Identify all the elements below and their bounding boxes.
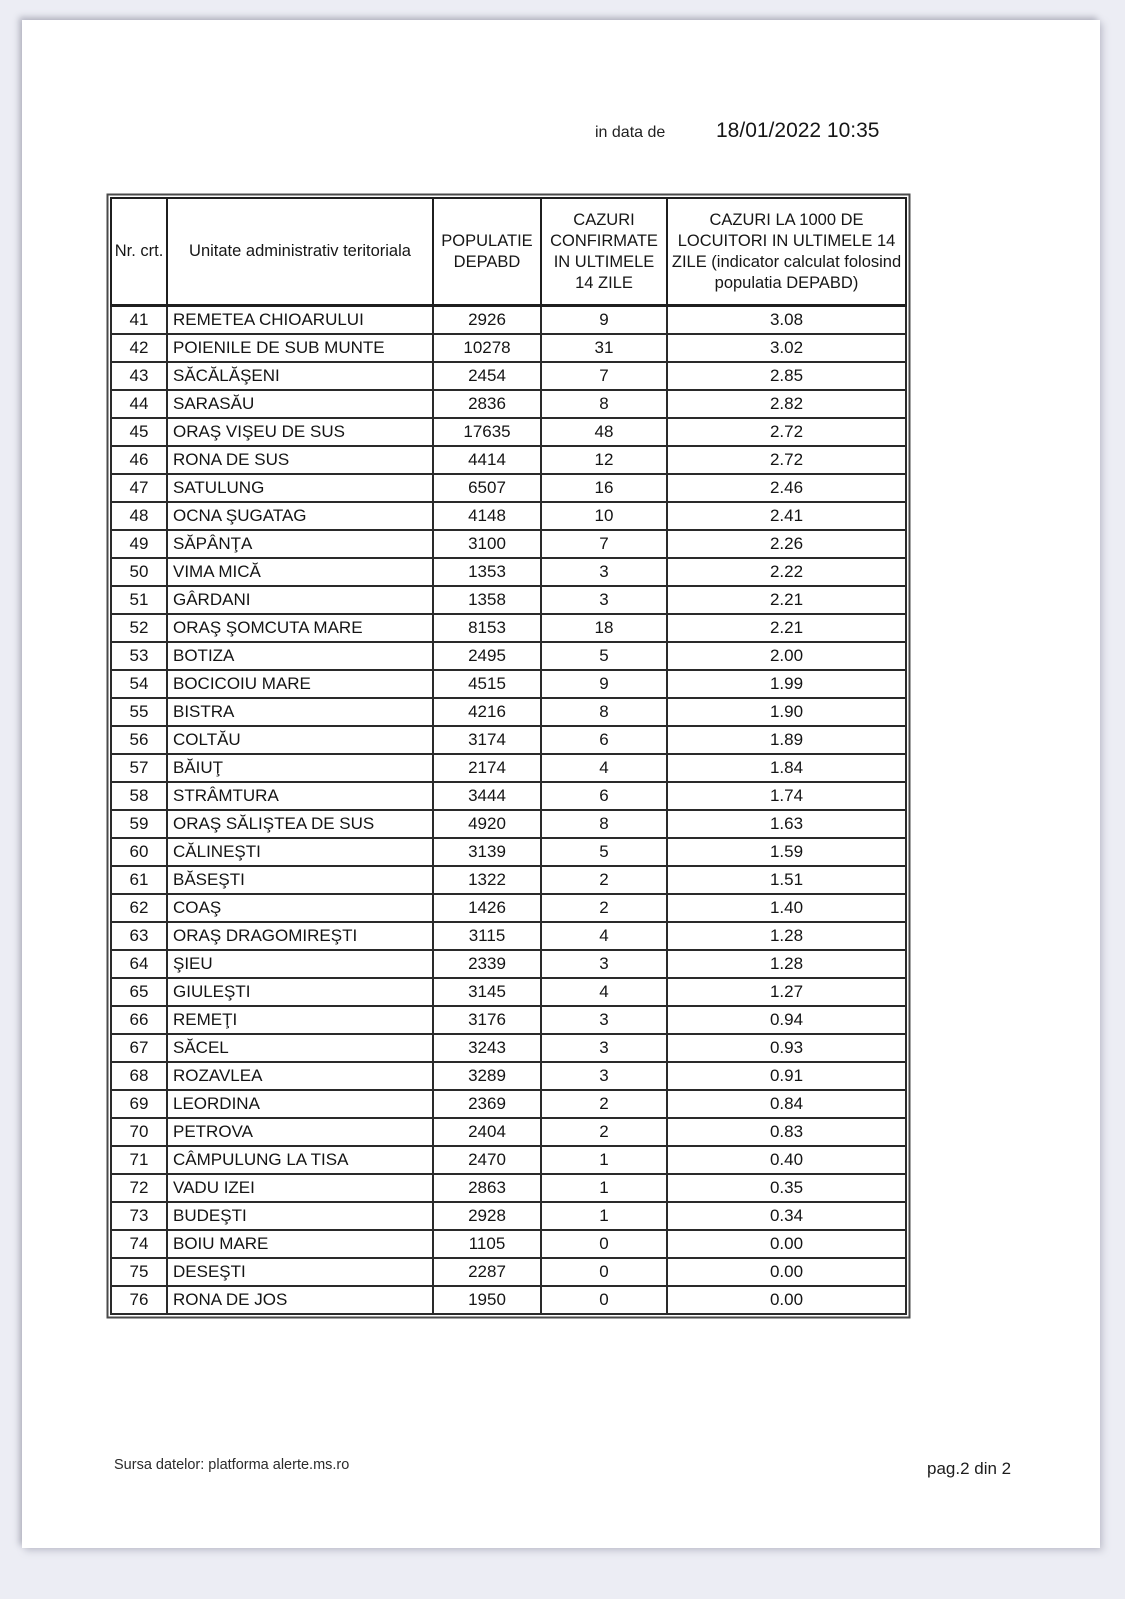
cell-unitate: BISTRA: [167, 698, 433, 726]
table-row: [111, 586, 906, 614]
cell-populatie: 3289: [433, 1062, 541, 1090]
cell-unitate: SĂPÂNŢA: [167, 530, 433, 558]
cell-nr: 58: [111, 782, 167, 810]
table-row: [111, 334, 906, 362]
table-row: [111, 726, 906, 754]
cell-cazuri: 3: [541, 1062, 667, 1090]
cell-cazuri: 8: [541, 390, 667, 418]
cell-populatie: 2404: [433, 1118, 541, 1146]
table-row: [111, 558, 906, 586]
cell-cazuri: 4: [541, 922, 667, 950]
cell-unitate: ŞIEU: [167, 950, 433, 978]
table-row: [111, 838, 906, 866]
cell-nr: 48: [111, 502, 167, 530]
table-row: [111, 502, 906, 530]
cell-cazuri: 9: [541, 306, 667, 335]
cell-nr: 72: [111, 1174, 167, 1202]
cell-cazuri: 16: [541, 474, 667, 502]
table-row: [111, 474, 906, 502]
page-number: pag.2 din 2: [927, 1459, 1012, 1478]
cell-unitate: VADU IZEI: [167, 1174, 433, 1202]
table-row: [111, 1230, 906, 1258]
cell-rata: 2.21: [667, 586, 906, 614]
cases-table: [110, 197, 907, 1315]
cell-unitate: CÂMPULUNG LA TISA: [167, 1146, 433, 1174]
cell-rata: 1.74: [667, 782, 906, 810]
cell-nr: 73: [111, 1202, 167, 1230]
cell-unitate: STRÂMTURA: [167, 782, 433, 810]
cell-rata: 0.40: [667, 1146, 906, 1174]
cell-rata: 0.93: [667, 1034, 906, 1062]
cell-unitate: ORAŞ VIŞEU DE SUS: [167, 418, 433, 446]
table-row: [111, 362, 906, 390]
cell-unitate: GIULEŞTI: [167, 978, 433, 1006]
table-row: [111, 1202, 906, 1230]
cell-rata: 1.27: [667, 978, 906, 1006]
cell-unitate: BUDEŞTI: [167, 1202, 433, 1230]
cell-nr: 69: [111, 1090, 167, 1118]
cell-nr: 60: [111, 838, 167, 866]
cell-rata: 0.00: [667, 1286, 906, 1314]
cell-nr: 66: [111, 1006, 167, 1034]
cell-populatie: 2287: [433, 1258, 541, 1286]
cell-rata: 1.28: [667, 950, 906, 978]
cell-cazuri: 3: [541, 1006, 667, 1034]
cell-populatie: 4148: [433, 502, 541, 530]
table-row: [111, 1090, 906, 1118]
cell-nr: 51: [111, 586, 167, 614]
table-row: [111, 950, 906, 978]
cell-rata: 2.26: [667, 530, 906, 558]
cell-unitate: RONA DE JOS: [167, 1286, 433, 1314]
cell-rata: 1.99: [667, 670, 906, 698]
cell-populatie: 17635: [433, 418, 541, 446]
cell-cazuri: 1: [541, 1174, 667, 1202]
cell-unitate: COLTĂU: [167, 726, 433, 754]
cell-cazuri: 2: [541, 1118, 667, 1146]
cell-unitate: ORAŞ DRAGOMIREŞTI: [167, 922, 433, 950]
cases-table-container: [110, 197, 907, 1315]
cell-nr: 71: [111, 1146, 167, 1174]
cell-unitate: VIMA MICĂ: [167, 558, 433, 586]
table-row: [111, 530, 906, 558]
table-header: [111, 198, 906, 306]
cell-populatie: 2339: [433, 950, 541, 978]
cell-populatie: 2836: [433, 390, 541, 418]
cell-populatie: 3100: [433, 530, 541, 558]
cell-cazuri: 10: [541, 502, 667, 530]
cell-unitate: SARASĂU: [167, 390, 433, 418]
cell-cazuri: 18: [541, 614, 667, 642]
cell-cazuri: 2: [541, 866, 667, 894]
cell-cazuri: 5: [541, 642, 667, 670]
cell-rata: 1.84: [667, 754, 906, 782]
cell-rata: 1.51: [667, 866, 906, 894]
cell-nr: 44: [111, 390, 167, 418]
table-row: [111, 1034, 906, 1062]
cell-nr: 70: [111, 1118, 167, 1146]
cell-cazuri: 3: [541, 586, 667, 614]
cell-nr: 59: [111, 810, 167, 838]
data-source-note: Sursa datelor: platforma alerte.ms.ro: [114, 1457, 350, 1473]
cell-rata: 2.85: [667, 362, 906, 390]
table-row: [111, 306, 906, 335]
cell-populatie: 3145: [433, 978, 541, 1006]
cell-rata: 0.00: [667, 1258, 906, 1286]
table-row: [111, 978, 906, 1006]
cell-cazuri: 2: [541, 1090, 667, 1118]
cell-nr: 49: [111, 530, 167, 558]
cell-rata: 3.02: [667, 334, 906, 362]
cell-nr: 52: [111, 614, 167, 642]
table-row: [111, 1006, 906, 1034]
cell-unitate: BOTIZA: [167, 642, 433, 670]
table-row: [111, 810, 906, 838]
cell-unitate: SATULUNG: [167, 474, 433, 502]
cell-cazuri: 8: [541, 698, 667, 726]
cell-rata: 1.63: [667, 810, 906, 838]
cell-cazuri: 12: [541, 446, 667, 474]
cell-nr: 53: [111, 642, 167, 670]
cell-rata: 1.59: [667, 838, 906, 866]
cell-populatie: 3115: [433, 922, 541, 950]
column-header-cazuri: CAZURI CONFIRMATE IN ULTIMELE 14 ZILE: [541, 198, 667, 306]
table-row: [111, 894, 906, 922]
cell-populatie: 1426: [433, 894, 541, 922]
cell-rata: 1.28: [667, 922, 906, 950]
cell-unitate: REMEŢI: [167, 1006, 433, 1034]
cell-rata: 2.82: [667, 390, 906, 418]
table-header-row: [111, 198, 906, 306]
cell-rata: 1.40: [667, 894, 906, 922]
cell-populatie: 3174: [433, 726, 541, 754]
table-row: [111, 670, 906, 698]
cell-unitate: LEORDINA: [167, 1090, 433, 1118]
cell-populatie: 2495: [433, 642, 541, 670]
column-header-populatie: POPULATIE DEPABD: [433, 198, 541, 306]
cell-cazuri: 6: [541, 726, 667, 754]
table-row: [111, 1062, 906, 1090]
cell-nr: 74: [111, 1230, 167, 1258]
cell-populatie: 1950: [433, 1286, 541, 1314]
table-row: [111, 1286, 906, 1314]
cell-nr: 41: [111, 306, 167, 335]
cell-rata: 2.22: [667, 558, 906, 586]
cell-nr: 50: [111, 558, 167, 586]
cell-unitate: BĂSEŞTI: [167, 866, 433, 894]
cell-populatie: 3444: [433, 782, 541, 810]
cell-nr: 57: [111, 754, 167, 782]
cell-unitate: GÂRDANI: [167, 586, 433, 614]
cell-cazuri: 48: [541, 418, 667, 446]
cell-cazuri: 3: [541, 950, 667, 978]
cell-populatie: 2928: [433, 1202, 541, 1230]
cell-rata: 2.41: [667, 502, 906, 530]
cell-nr: 67: [111, 1034, 167, 1062]
cell-populatie: 8153: [433, 614, 541, 642]
cell-populatie: 3243: [433, 1034, 541, 1062]
cell-nr: 46: [111, 446, 167, 474]
cell-populatie: 2369: [433, 1090, 541, 1118]
cell-unitate: SĂCĂLĂŞENI: [167, 362, 433, 390]
cell-rata: 0.83: [667, 1118, 906, 1146]
cell-nr: 55: [111, 698, 167, 726]
cell-unitate: OCNA ŞUGATAG: [167, 502, 433, 530]
table-row: [111, 1118, 906, 1146]
table-row: [111, 698, 906, 726]
cell-rata: 0.94: [667, 1006, 906, 1034]
cell-cazuri: 7: [541, 362, 667, 390]
cell-unitate: BĂIUŢ: [167, 754, 433, 782]
cell-populatie: 4515: [433, 670, 541, 698]
cell-unitate: DESEŞTI: [167, 1258, 433, 1286]
cell-populatie: 2863: [433, 1174, 541, 1202]
cell-nr: 62: [111, 894, 167, 922]
cell-populatie: 2454: [433, 362, 541, 390]
table-row: [111, 614, 906, 642]
cell-cazuri: 4: [541, 754, 667, 782]
cell-unitate: POIENILE DE SUB MUNTE: [167, 334, 433, 362]
cell-cazuri: 4: [541, 978, 667, 1006]
cell-populatie: 2926: [433, 306, 541, 335]
table-row: [111, 390, 906, 418]
table-row: [111, 754, 906, 782]
cell-populatie: 3176: [433, 1006, 541, 1034]
cell-rata: 0.34: [667, 1202, 906, 1230]
cell-cazuri: 2: [541, 894, 667, 922]
cell-unitate: RONA DE SUS: [167, 446, 433, 474]
cell-populatie: 4920: [433, 810, 541, 838]
cell-rata: 0.91: [667, 1062, 906, 1090]
cell-rata: 2.72: [667, 446, 906, 474]
cell-cazuri: 9: [541, 670, 667, 698]
cell-nr: 68: [111, 1062, 167, 1090]
cell-unitate: REMETEA CHIOARULUI: [167, 306, 433, 335]
cell-rata: 1.89: [667, 726, 906, 754]
cell-unitate: BOCICOIU MARE: [167, 670, 433, 698]
cell-unitate: BOIU MARE: [167, 1230, 433, 1258]
cell-cazuri: 7: [541, 530, 667, 558]
cell-nr: 65: [111, 978, 167, 1006]
cell-populatie: 3139: [433, 838, 541, 866]
cell-populatie: 1358: [433, 586, 541, 614]
cell-populatie: 1353: [433, 558, 541, 586]
cell-cazuri: 1: [541, 1202, 667, 1230]
cell-nr: 76: [111, 1286, 167, 1314]
cell-populatie: 10278: [433, 334, 541, 362]
cell-unitate: CĂLINEŞTI: [167, 838, 433, 866]
cell-cazuri: 31: [541, 334, 667, 362]
cell-populatie: 2470: [433, 1146, 541, 1174]
table-row: [111, 1174, 906, 1202]
cell-nr: 45: [111, 418, 167, 446]
cell-nr: 64: [111, 950, 167, 978]
cell-nr: 61: [111, 866, 167, 894]
cell-unitate: COAŞ: [167, 894, 433, 922]
table-body: [111, 306, 906, 1315]
cell-unitate: ROZAVLEA: [167, 1062, 433, 1090]
cell-populatie: 6507: [433, 474, 541, 502]
table-row: [111, 782, 906, 810]
table-row: [111, 1146, 906, 1174]
cell-populatie: 4414: [433, 446, 541, 474]
cell-cazuri: 6: [541, 782, 667, 810]
cell-cazuri: 0: [541, 1286, 667, 1314]
cell-rata: 2.72: [667, 418, 906, 446]
cell-nr: 56: [111, 726, 167, 754]
cell-unitate: PETROVA: [167, 1118, 433, 1146]
cell-rata: 0.35: [667, 1174, 906, 1202]
cell-rata: 0.00: [667, 1230, 906, 1258]
cell-cazuri: 8: [541, 810, 667, 838]
table-row: [111, 922, 906, 950]
cell-cazuri: 3: [541, 558, 667, 586]
cell-unitate: ORAŞ ŞOMCUTA MARE: [167, 614, 433, 642]
cell-cazuri: 0: [541, 1230, 667, 1258]
cell-populatie: 1322: [433, 866, 541, 894]
cell-populatie: 1105: [433, 1230, 541, 1258]
cell-unitate: ORAŞ SĂLIŞTEA DE SUS: [167, 810, 433, 838]
cell-rata: 2.21: [667, 614, 906, 642]
cell-cazuri: 5: [541, 838, 667, 866]
document-page: [22, 20, 1100, 1548]
table-row: [111, 642, 906, 670]
cell-rata: 0.84: [667, 1090, 906, 1118]
column-header-rata: CAZURI LA 1000 DE LOCUITORI IN ULTIMELE 14 ZILE (indicator calculat folosind populatia DEPABD): [667, 198, 906, 306]
cell-nr: 63: [111, 922, 167, 950]
column-header-nr: Nr. crt.: [111, 198, 167, 306]
cell-nr: 43: [111, 362, 167, 390]
cell-nr: 54: [111, 670, 167, 698]
cell-populatie: 4216: [433, 698, 541, 726]
cell-rata: 2.46: [667, 474, 906, 502]
cell-cazuri: 1: [541, 1146, 667, 1174]
cell-rata: 3.08: [667, 306, 906, 335]
table-row: [111, 418, 906, 446]
cell-nr: 47: [111, 474, 167, 502]
cell-populatie: 2174: [433, 754, 541, 782]
cell-nr: 75: [111, 1258, 167, 1286]
report-date-value: 18/01/2022 10:35: [716, 119, 880, 142]
cell-nr: 42: [111, 334, 167, 362]
table-row: [111, 866, 906, 894]
cell-rata: 2.00: [667, 642, 906, 670]
cell-cazuri: 3: [541, 1034, 667, 1062]
column-header-unitate: Unitate administrativ teritoriala: [167, 198, 433, 306]
table-row: [111, 446, 906, 474]
cell-rata: 1.90: [667, 698, 906, 726]
table-row: [111, 1258, 906, 1286]
cell-unitate: SĂCEL: [167, 1034, 433, 1062]
cell-cazuri: 0: [541, 1258, 667, 1286]
report-date-label: in data de: [595, 124, 666, 141]
